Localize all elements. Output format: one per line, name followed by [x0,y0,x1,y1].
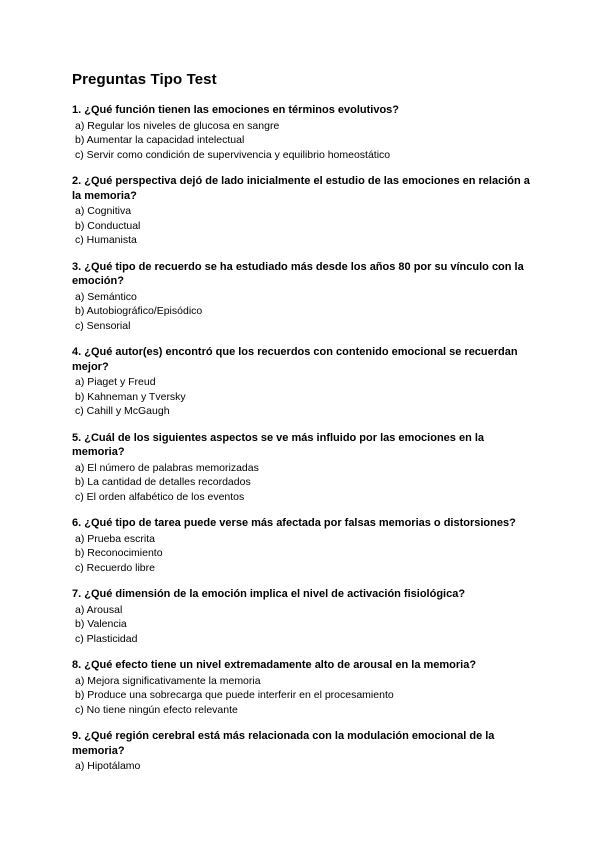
answer-option: a) Semántico [75,290,137,303]
question-text: 5. ¿Cuál de los siguientes aspectos se ve más influido por las emociones en la memoria? [72,431,485,458]
question-text: 4. ¿Qué autor(es) encontró que los recuerdos con contenido emocional se recuerdan mejor? [72,346,518,373]
question-text: 7. ¿Qué dimensión de la emoción implica el nivel de activación fisiológica? [72,588,466,600]
answer-option: c) Recuerdo libre [75,561,155,574]
answer-option: c) Plasticidad [75,632,138,645]
question-item [72,729,532,774]
question-item [72,658,532,717]
question-item [72,587,532,646]
question-text: 2. ¿Qué perspectiva dejó de lado inicialmente el estudio de las emociones en relación a la memoria? [72,175,530,202]
answer-option: b) Produce una sobrecarga que puede interferir en el procesamiento [75,689,394,701]
answer-option: c) Sensorial [75,319,131,332]
answer-option: c) Cahill y McGaugh [75,405,170,417]
answer-option: b) Kahneman y Tversky [75,390,186,403]
answer-option: c) El orden alfabético de los eventos [75,490,245,503]
answer-option: b) Conductual [75,219,141,232]
answer-option: a) Regular los niveles de glucosa en sangre [75,119,280,132]
question-item [72,174,532,248]
answer-option: a) Arousal [75,603,123,616]
answer-option: c) Servir como condición de supervivencia y equilibrio homeostático [75,148,391,161]
answer-option: a) Cognitiva [75,205,132,217]
question-item [72,431,532,505]
question-text: 8. ¿Qué efecto tiene un nivel extremadamente alto de arousal en la memoria? [72,659,477,671]
answer-option: b) Aumentar la capacidad intelectual [75,134,245,146]
question-item [72,260,532,334]
question-item [72,516,532,575]
question-text: 1. ¿Qué función tienen las emociones en términos evolutivos? [72,104,400,116]
question-item [72,345,532,419]
question-text: 6. ¿Qué tipo de tarea puede verse más afectada por falsas memorias o distorsiones? [72,517,516,529]
answer-option: a) El número de palabras memorizadas [75,461,259,474]
answer-option: a) Prueba escrita [75,532,155,545]
answer-option: a) Piaget y Freud [75,376,156,388]
answer-option: b) Valencia [75,618,127,630]
question-list [72,103,532,786]
answer-option: a) Hipotálamo [75,760,141,772]
answer-option: b) La cantidad de detalles recordados [75,476,251,488]
answer-option: b) Autobiográfico/Episódico [75,305,203,317]
page-title: Preguntas Tipo Test [72,71,217,88]
answer-option: b) Reconocimiento [75,547,163,559]
answer-option: a) Mejora significativamente la memoria [75,674,261,687]
question-text: 3. ¿Qué tipo de recuerdo se ha estudiado más desde los años 80 por su vínculo con la emoción? [72,260,524,287]
question-item [72,103,532,162]
answer-option: c) No tiene ningún efecto relevante [75,703,238,716]
question-text: 9. ¿Qué región cerebral está más relacionada con la modulación emocional de la memoria? [72,730,495,757]
answer-option: c) Humanista [75,234,137,246]
